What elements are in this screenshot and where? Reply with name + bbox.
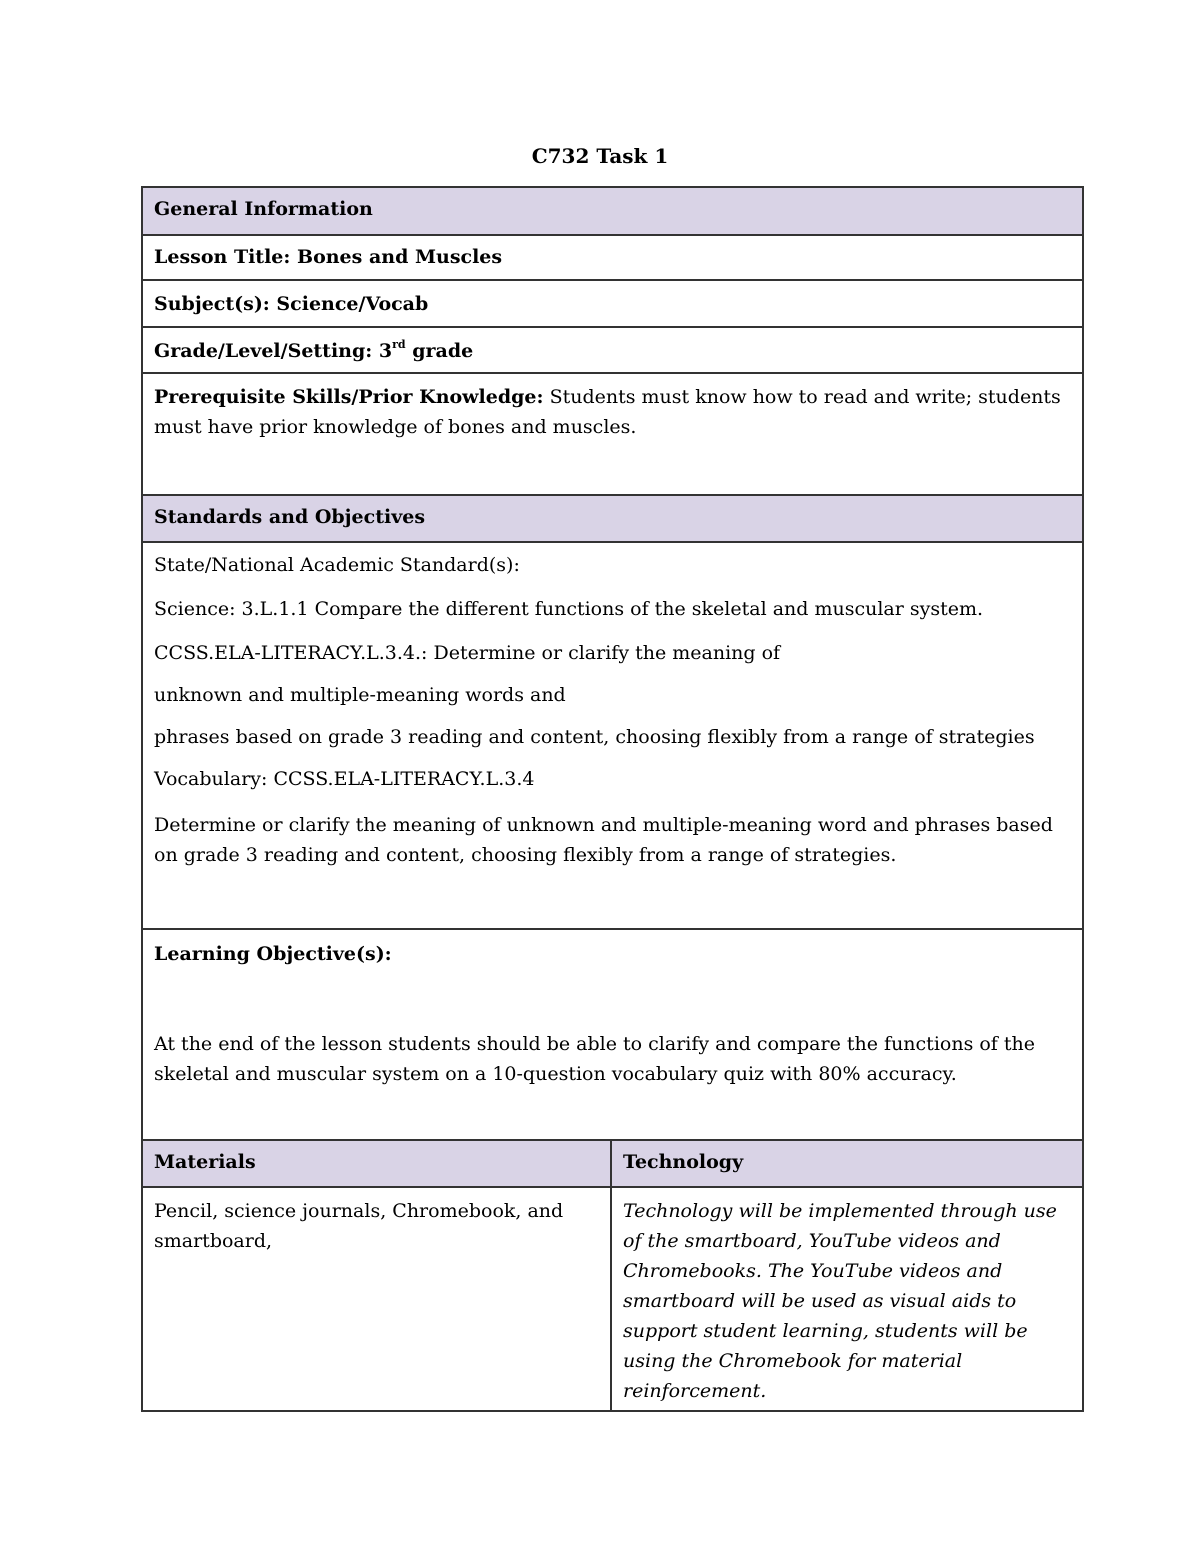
standards-line: unknown and multiple-meaning words and [154,684,566,706]
prerequisite-skills [142,373,1083,495]
grade-level-setting [142,327,1083,373]
table-row [142,187,1083,235]
learning-objectives [142,929,1083,1140]
grade-suffix: grade [405,340,474,362]
standards-line: Vocabulary: CCSS.ELA-LITERACY.L.3.4 [154,768,535,790]
table-row [142,327,1083,373]
materials-header: Materials [142,1140,611,1187]
prerequisite-label: Prerequisite Skills/Prior Knowledge: [154,386,544,408]
table-row [142,1140,1083,1187]
standards-line: Determine or clarify the meaning of unknown and multiple-meaning word and phrases based on grade 3 reading and content, choosing flexibly from a range of strategies. [154,814,1053,866]
table-row [142,280,1083,327]
materials-content: Pencil, science journals, Chromebook, and smartboard, [142,1187,611,1411]
grade-superscript: rd [392,338,406,351]
table-row [142,495,1083,542]
standards-header: Standards and Objectives [142,495,1083,542]
standards-line: phrases based on grade 3 reading and content, choosing flexibly from a range of strategies [154,726,1035,748]
table-row [142,929,1083,1140]
lesson-plan-table [141,186,1084,1412]
standards-line: Science: 3.L.1.1 Compare the different functions of the skeletal and muscular system. [154,598,984,620]
standards-line: State/National Academic Standard(s): [154,554,520,576]
learning-objectives-text: At the end of the lesson students should be able to clarify and compare the functions of the skeletal and muscular system on a 10-question vocabulary quiz with 80% accuracy. [154,1033,1035,1085]
technology-content: Technology will be implemented through use of the smartboard, YouTube videos and Chromebooks. The YouTube videos and smartboard will be used as visual aids to support student learning, students will be using the Chromebook for material reinforcement. [611,1187,1083,1411]
prerequisite-text: Students must know how to read and write; students must have prior knowledge of bones and muscles. [154,386,1061,438]
table-row [142,235,1083,280]
table-row [142,1187,1083,1411]
general-info-header: General Information [142,187,1083,235]
standards-line: CCSS.ELA-LITERACY.L.3.4.: Determine or clarify the meaning of [154,642,781,664]
lesson-title: Lesson Title: Bones and Muscles [142,235,1083,280]
standards-content [142,542,1083,929]
technology-header: Technology [611,1140,1083,1187]
document-title: C732 Task 1 [531,144,669,168]
table-row [142,373,1083,495]
learning-objectives-label: Learning Objective(s): [154,943,392,965]
grade-prefix: Grade/Level/Setting: 3 [154,340,393,362]
subjects: Subject(s): Science/Vocab [142,280,1083,327]
table-row [142,542,1083,929]
